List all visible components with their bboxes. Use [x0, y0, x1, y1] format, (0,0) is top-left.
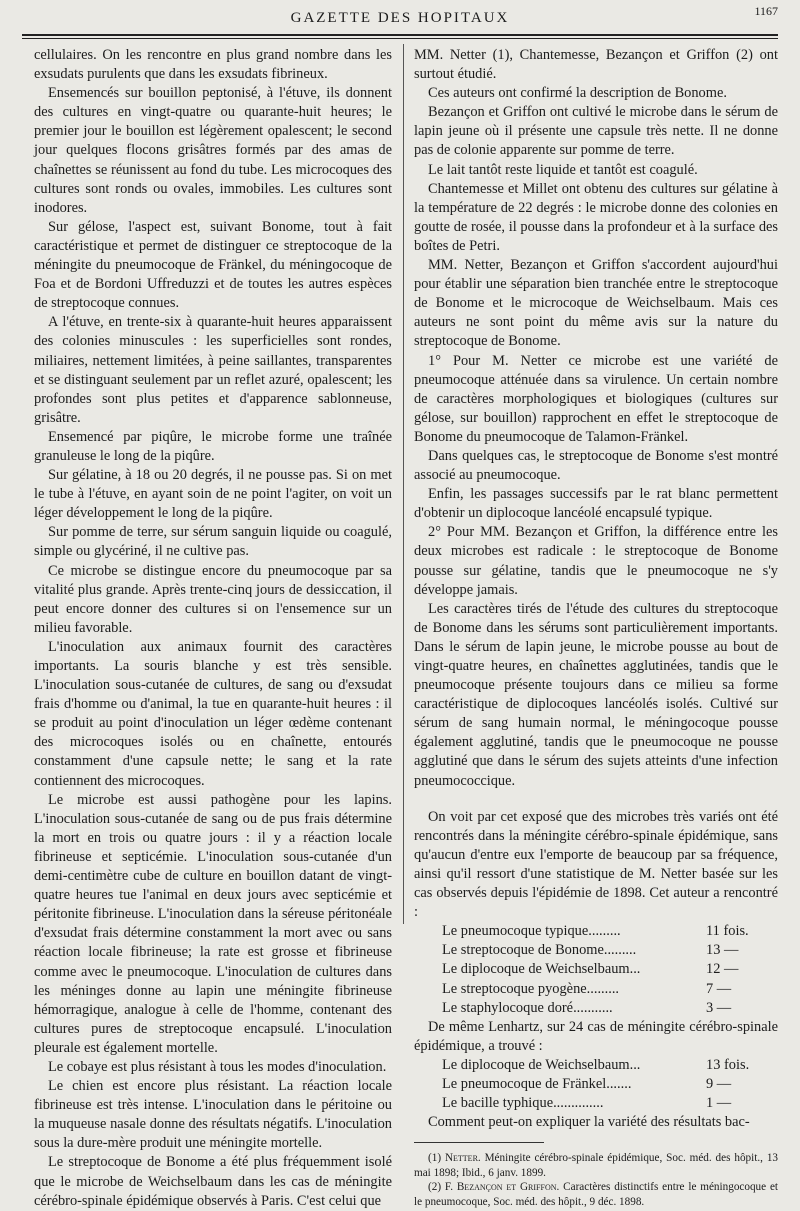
stat-label: Le bacille typhique.............. [442, 1095, 604, 1112]
stat-row [414, 1094, 778, 1113]
stat-value: 7 — [706, 980, 732, 997]
lenhartz-statistics [414, 1056, 778, 1113]
right-column [414, 46, 778, 1210]
stat-row [414, 1056, 778, 1075]
paragraph: MM. Netter (1), Chantemesse, Bezançon et Griffon (2) ont surtout étudié. [414, 47, 778, 83]
paragraph: Le streptocoque de Bonome a été plus fréquemment isolé que le microbe de Weichselbaum dans les cas de méningite cérébro-spinale épidémique observés à Paris. C'est celui que [34, 1154, 392, 1209]
stat-value: 1 — [706, 1095, 732, 1112]
paragraph: Le cobaye est plus résistant à tous les modes d'inoculation. [48, 1058, 387, 1075]
paragraph: Sur pomme de terre, sur sérum sanguin liquide ou coagulé, simple ou glycériné, il ne cultive pas. [34, 524, 392, 560]
stat-value: 9 — [706, 1075, 732, 1092]
footnote-author: F. Bezançon et Griffon. [444, 1181, 560, 1194]
footnote [414, 1180, 778, 1209]
stat-label: Le pneumocoque de Fränkel....... [442, 1075, 632, 1092]
paragraph: Comment peut-on expliquer la variété des résultats bac- [428, 1114, 750, 1131]
stat-value: 12 — [706, 961, 739, 978]
footnote-marker: (1) [428, 1152, 442, 1165]
stat-label: Le streptocoque de Bonome......... [442, 942, 637, 959]
stat-label: Le pneumocoque typique......... [442, 923, 621, 940]
footnote-text: Méningite cérébro-spinale épidémique, Soc. méd. des hôpit., 13 mai 1898; Ibid., 6 janv. 1899. [414, 1152, 779, 1179]
stat-row [414, 999, 778, 1018]
stat-row [414, 922, 778, 941]
left-column [34, 46, 392, 1211]
running-head [0, 0, 800, 34]
paragraph: On voit par cet exposé que des microbes très variés ont été rencontrés dans la méningite cérébro-spinale épidémique, sans qu'aucun d'entre eux l'emporte de beaucoup par sa fréquence, ainsi qu'il ressort d'une statistique de M. Netter basée sur les cas observés depuis l'épidémie de 1898. Cet auteur a rencontré : [414, 808, 778, 921]
paragraph: MM. Netter, Bezançon et Griffon s'accordent aujourd'hui pour établir une séparation bien tranchée entre le streptocoque de Bonome et le microcoque de Weichselbaum. Mais ces auteurs ne sont point du même avis sur la nature du streptocoque de Bonome. [414, 257, 778, 350]
footnote-marker: (2) [428, 1181, 442, 1194]
stat-row [414, 980, 778, 999]
paragraph: Chantemesse et Millet ont obtenu des cultures sur gélatine à la température de 22 degrés : le microbe donne des colonies en goutte de rosée, il pousse dans la profondeur et à la surface des boîtes de Petri. [414, 180, 778, 254]
stat-label: Le streptocoque pyogène......... [442, 980, 620, 997]
footnote-text: Caractères distinctifs entre le méningocoque et le pneumocoque, Soc. méd. des hôpit., 9 déc. 1898. [414, 1181, 779, 1209]
paragraph: Le lait tantôt reste liquide et tantôt est coagulé. [428, 161, 698, 178]
paragraph: Ensemencés sur bouillon peptonisé, à l'étuve, ils donnent des cultures en vingt-quatre ou quarante-huit heures; le premier jour le bouillon est légèrement opalescent; le second jour quelques flocons grisâtres formés par des amas de chaînettes se réunissent au fond du tube. Les microcoques des cultures sont ronds ou ovales, immobiles. Les cultures sont inodores. [34, 85, 392, 216]
footnote-author: Netter. [444, 1152, 481, 1165]
paragraph: L'inoculation aux animaux fournit des caractères importants. La souris blanche y est très sensible. L'inoculation sous-cutanée de cultures, de sang ou d'exsudat frais d'homme ou d'animal, la tue en quarante-huit heures : il se produit au point d'inoculation un léger œdème contenant des microcoques isolés ou en chaînette, entourés constamment d'une capsule nette; le sang et la rate contiennent des microcoques. [34, 638, 392, 789]
paragraph: Bezançon et Griffon ont cultivé le microbe dans le sérum de lapin jeune où il présente une capsule très nette. Il ne donne pas de colonie apparente sur pomme de terre. [414, 104, 778, 159]
stat-label: Le diplocoque de Weichselbaum... [442, 1056, 641, 1073]
paragraph: De même Lenhartz, sur 24 cas de méningite cérébro-spinale épidémique, a trouvé : [414, 1018, 778, 1054]
journal-title: GAZETTE DES HOPITAUX [290, 10, 510, 26]
footnote-rule [414, 1142, 544, 1143]
column-divider [403, 44, 404, 924]
paragraph: 1° Pour M. Netter ce microbe est une variété de pneumocoque atténuée dans sa virulence. Un certain nombre de caractères morphologiques et biologiques (cultures sur gélose, sur bouillon) rapprochent en effet le streptocoque de Bonome du pneumocoque de Talamon-Fränkel. [414, 352, 778, 445]
paragraph: cellulaires. On les rencontre en plus grand nombre dans les exsudats purulents que dans les exsudats fibrineux. [34, 47, 392, 83]
paragraph: A l'étuve, en trente-six à quarante-huit heures apparaissent des colonies minuscules : les superficielles sont rondes, miliaires, nettement limitées, à peine saillantes, transparentes et se distinguant seulement par un reflet azuré, opalescent; les profondes sont plus petites et d'apparence sablonneuse, grisâtre. [34, 314, 392, 426]
paragraph: Le chien est encore plus résistant. La réaction locale fibrineuse est très intense. L'inoculation dans le péritoine ou la muqueuse nasale donne des résultats négatifs. L'inoculation sous la dure-mère produit une méningite mortelle. [34, 1078, 392, 1152]
stat-row [414, 1075, 778, 1094]
paragraph: Enfin, les passages successifs par le rat blanc permettent d'obtenir un diplocoque lancéolé encapsulé typique. [414, 486, 778, 522]
paragraph: Dans quelques cas, le streptocoque de Bonome s'est montré associé au pneumocoque. [414, 447, 778, 484]
stat-value: 13 — [706, 942, 739, 959]
header-rule-thick [22, 34, 778, 36]
netter-statistics [414, 922, 778, 1017]
stat-row [414, 960, 778, 979]
stat-value: 13 fois. [706, 1056, 750, 1073]
paragraph: Ces auteurs ont confirmé la description de Bonome. [428, 85, 727, 102]
stat-value: 11 fois. [706, 923, 749, 940]
page-number: 1167 [754, 4, 778, 18]
stat-label: Le diplocoque de Weichselbaum... [442, 961, 641, 978]
stat-label: Le staphylocoque doré........... [442, 999, 613, 1016]
paragraph: Sur gélatine, à 18 ou 20 degrés, il ne pousse pas. Si on met le tube à l'étuve, en ayant soin de ne point l'agiter, on voit un léger développement le long de la piqûre. [34, 467, 392, 522]
stat-row [414, 941, 778, 960]
footnote [414, 1151, 778, 1180]
paragraph: Sur gélose, l'aspect est, suivant Bonome, tout à fait caractéristique et permet de distinguer ce streptocoque de la méningite du pneumocoque de Fränkel, du méningocoque de Foa et de Bordoni Uffreduzzi et de toutes les autres espèces de streptocoque connues. [34, 218, 392, 312]
paragraph: Les caractères tirés de l'étude des cultures du streptocoque de Bonome dans les sérums sont particulièrement importants. Dans le sérum de lapin jeune, le microbe pousse au bout de vingt-quatre heures, en chaînettes agglutinées, tandis que le pneumocoque présente toujours dans ce milieu sa forme caractéristique de diplocoques lancéolés isolés. Cultivé sur sérum de sang humain normal, le méningocoque pousse également agglutiné, tandis que le pneumocoque ne pousse agglutiné que dans le sérum des sujets atteints d'une infection pneumococcique. [414, 600, 778, 789]
header-rule-thin [22, 38, 778, 39]
paragraph: 2° Pour MM. Bezançon et Griffon, la différence entre les deux microbes est radicale : le streptocoque de Bonome pousse sur gélatine, tandis que le pneumocoque ne s'y développe jamais. [414, 524, 778, 598]
paragraph: Le microbe est aussi pathogène pour les lapins. L'inoculation sous-cutanée de sang ou de pus frais détermine la mort en trois ou quatre jours : il y a réaction locale fibrineuse et septicémie. L'inoculation sous-cutanée d'un demi-centimètre cube de culture en bouillon datant de vingt-quatre heures tue l'animal en deux jours avec septicémie et péritonite fibrineuse. L'inoculation dans la séreuse péritonéale d'exsudat frais détermine constamment la mort avec ou sans réaction locale fibrineuse; la rate est grosse et fibrineuse comme avec le pneumocoque. L'inoculation de cultures dans les méninges donne au lapin une méningite fibrineuse hémorragique, analogue à celle de l'homme, contenant des cultures pures de streptocoque encapsulé. L'inoculation pleurale est également mortelle. [34, 791, 392, 1056]
paragraph: Ensemencé par piqûre, le microbe forme une traînée granuleuse le long de la piqûre. [34, 428, 392, 464]
stat-value: 3 — [706, 999, 732, 1016]
paragraph: Ce microbe se distingue encore du pneumocoque par sa vitalité plus grande. Après trente-cinq jours de dessiccation, il peut encore donner des cultures si on l'ensemence sur un milieu favorable. [34, 562, 392, 636]
